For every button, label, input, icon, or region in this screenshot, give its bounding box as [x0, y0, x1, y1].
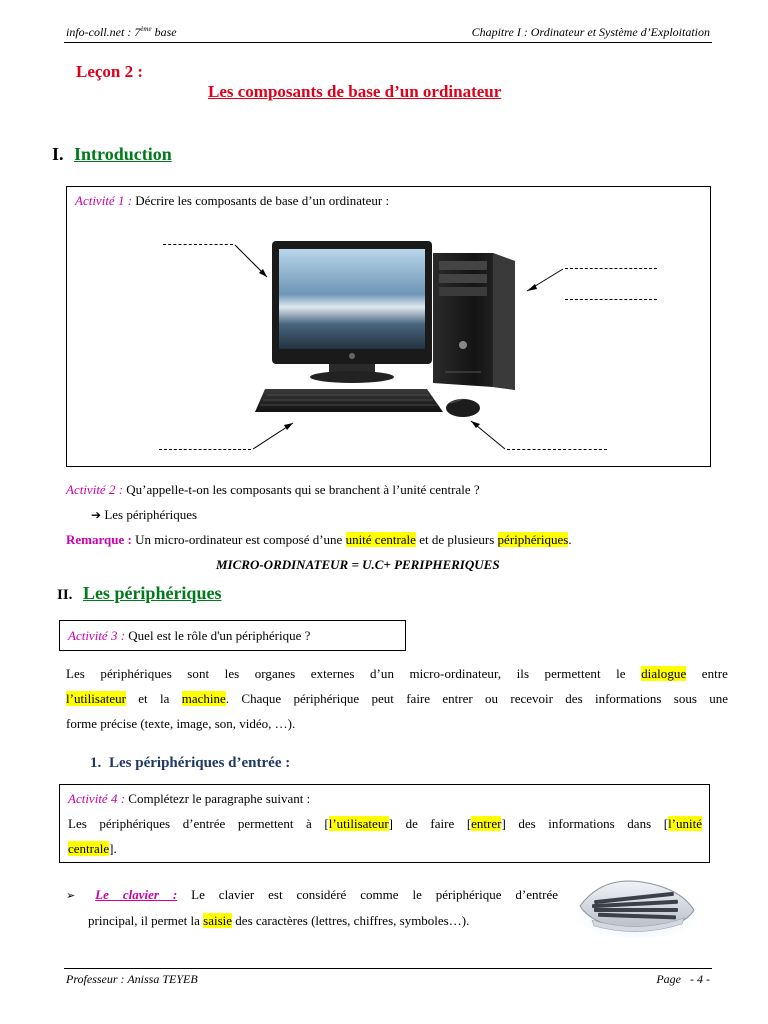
highlight-peripheriques: périphériques	[497, 532, 569, 547]
highlight-utilisateur: l’utilisateur	[66, 691, 126, 706]
bullet-arrow-icon: ➢	[66, 889, 76, 902]
clavier-line-1: ➢ Le clavier : Le clavier est considéré comme le périphérique d’entrée	[66, 887, 559, 902]
section-title: Introduction	[74, 144, 172, 164]
paragraph-line-3: forme précise (texte, image, son, vidéo, …).	[66, 716, 296, 731]
activity-1-box	[66, 186, 711, 467]
activity-2-line	[66, 482, 480, 498]
section-heading-peripheriques	[57, 583, 221, 604]
highlight-dialogue: dialogue	[641, 666, 687, 681]
highlight-answer-unite: l’unité	[668, 816, 702, 831]
remarque-label: Remarque :	[66, 532, 132, 547]
subsection-title: Les périphériques d’entrée :	[109, 755, 291, 771]
activity-label: Activité 4 :	[68, 791, 126, 806]
page-header-right: Chapitre I : Ordinateur et Système d’Exploitation	[471, 25, 710, 39]
activity-label: Activité 1 :	[75, 193, 133, 208]
activity-text: Décrire les composants de base d’un ordinateur :	[135, 193, 390, 208]
paragraph-line-2: l’utilisateur et la machine. Chaque périphérique peut faire entrer ou recevoir des informations sous une	[66, 691, 729, 706]
monitor-icon	[272, 241, 432, 383]
formula: MICRO-ORDINATEUR = U.C+ PERIPHERIQUES	[216, 557, 500, 572]
paragraph-line-1: Les périphériques sont les organes externes d’un micro-ordinateur, ils permettent le dialogue entre	[66, 666, 729, 681]
page-footer-left: Professeur : Anissa TEYEB	[66, 972, 198, 986]
activity-label: Activité 3 :	[68, 628, 126, 643]
computer-illustration	[67, 187, 712, 468]
activity-4-box: Activité 4 : Complétezr le paragraphe suivant : Les périphériques d’entrée permettent à [l’utilisateur] de faire [entrer] des informations dans [l’unité centrale].	[59, 784, 710, 863]
highlight-answer-centrale: centrale	[68, 841, 110, 856]
mouse-icon	[446, 399, 480, 417]
page-header-left: info-coll.net : 7ème base	[66, 25, 177, 39]
section-number: II.	[57, 587, 73, 603]
answer-text: Les périphériques	[104, 507, 198, 522]
highlight-answer-entrer: entrer	[471, 816, 502, 831]
section-number: I.	[52, 144, 64, 164]
section-title: Les périphériques	[82, 583, 222, 603]
section-heading-introduction	[52, 144, 172, 165]
highlight-answer-utilisateur: l’utilisateur	[328, 816, 389, 831]
lesson-title: Les composants de base d’un ordinateur	[208, 82, 502, 101]
activity-text: Quel est le rôle d'un périphérique ?	[128, 628, 311, 643]
highlight-unite-centrale: unité centrale	[345, 532, 416, 547]
remarque-line: Remarque : Un micro-ordinateur est composé d’une unité centrale et de plusieurs périphériques.	[66, 532, 572, 547]
activity-label: Activité 2 :	[66, 482, 124, 497]
keyboard-icon	[255, 389, 443, 412]
clavier-label: Le clavier :	[95, 887, 178, 902]
activity-3-box	[59, 620, 406, 651]
footer-rule	[64, 968, 712, 969]
highlight-machine: machine	[181, 691, 226, 706]
highlight-saisie: saisie	[203, 913, 233, 928]
subsection-heading-entree	[90, 755, 290, 772]
activity-text: Complétezr le paragraphe suivant :	[128, 791, 311, 806]
header-rule	[64, 42, 712, 43]
tower-icon	[433, 253, 515, 390]
subsection-number: 1.	[90, 755, 102, 771]
page-footer-right: Page - 4 -	[656, 972, 710, 986]
activity-2-answer	[91, 507, 197, 523]
clavier-line-2: principal, il permet la saisie des caractères (lettres, chiffres, symboles…).	[88, 913, 470, 928]
activity-text: Qu’appelle-t-on les composants qui se branchent à l’unité centrale ?	[126, 482, 480, 497]
keyboard-illustration	[572, 868, 702, 940]
arrow-right-icon: ➔	[91, 508, 102, 522]
lesson-label: Leçon 2 :	[76, 62, 144, 81]
